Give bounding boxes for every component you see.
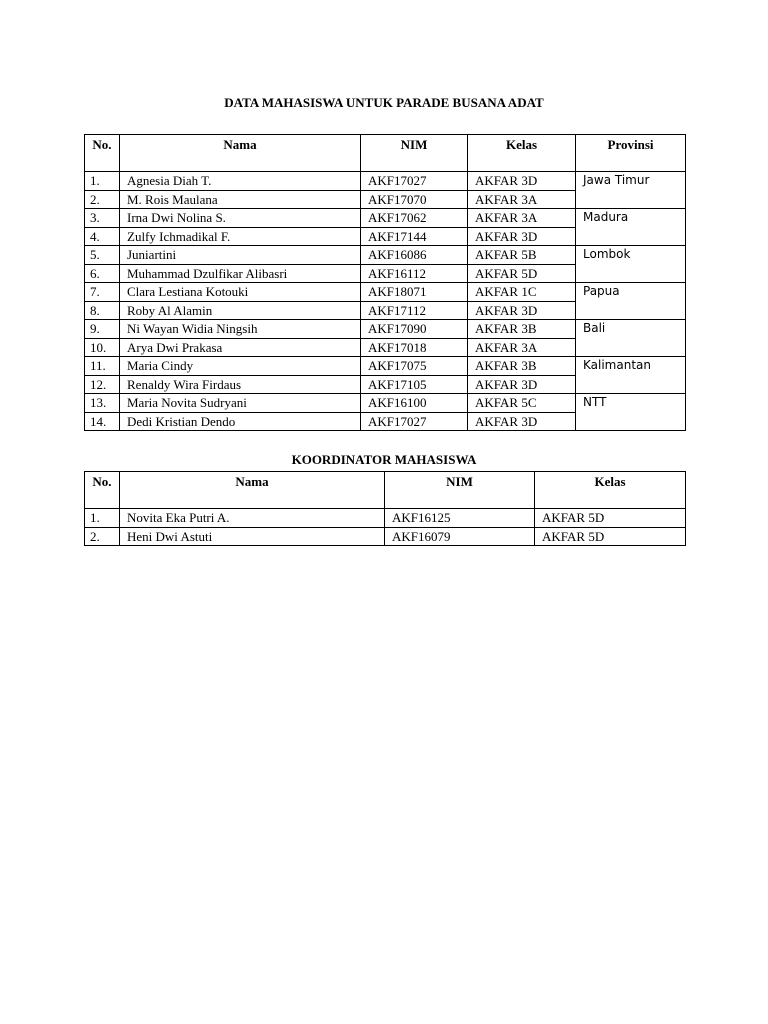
cell-kelas: AKFAR 5B	[468, 246, 576, 265]
cell-nama: Renaldy Wira Firdaus	[120, 375, 361, 394]
coordinator-table	[84, 471, 686, 546]
cell-kelas: AKFAR 3B	[468, 357, 576, 376]
cell-kelas: AKFAR 3D	[468, 227, 576, 246]
cell-no: 14.	[85, 412, 120, 431]
cell-nama: Muhammad Dzulfikar Alibasri	[120, 264, 361, 283]
cell-no: 6.	[85, 264, 120, 283]
cell-nim: AKF17090	[361, 320, 468, 339]
cell-nim: AKF17018	[361, 338, 468, 357]
document-title: DATA MAHASISWA UNTUK PARADE BUSANA ADAT	[224, 95, 544, 110]
cell-nama: Ni Wayan Widia Ningsih	[120, 320, 361, 339]
cell-nama: Dedi Kristian Dendo	[120, 412, 361, 431]
cell-kelas: AKFAR 5D	[468, 264, 576, 283]
cell-kelas: AKFAR 5D	[535, 509, 686, 528]
cell-no: 2.	[85, 190, 120, 209]
cell-nim: AKF16086	[361, 246, 468, 265]
cell-kelas: AKFAR 3A	[468, 190, 576, 209]
cell-nama: M. Rois Maulana	[120, 190, 361, 209]
cell-kelas: AKFAR 3B	[468, 320, 576, 339]
cell-nama: Arya Dwi Prakasa	[120, 338, 361, 357]
coordinator-title: KOORDINATOR MAHASISWA	[291, 452, 477, 467]
cell-provinsi: Bali	[576, 320, 686, 357]
cell-nim: AKF17027	[361, 412, 468, 431]
cell-nama: Juniartini	[120, 246, 361, 265]
cell-nama: Irna Dwi Nolina S.	[120, 209, 361, 228]
student-table	[84, 134, 686, 431]
cell-nim: AKF17075	[361, 357, 468, 376]
cell-nim: AKF16079	[385, 527, 535, 546]
table-header-row	[85, 135, 686, 172]
cell-kelas: AKFAR 3A	[468, 209, 576, 228]
cell-provinsi: Jawa Timur	[576, 172, 686, 209]
cell-provinsi: Papua	[576, 283, 686, 320]
table-row	[85, 283, 686, 302]
cell-nama: Roby Al Alamin	[120, 301, 361, 320]
table-row	[85, 527, 686, 546]
cell-nama: Maria Novita Sudryani	[120, 394, 361, 413]
cell-nim: AKF17112	[361, 301, 468, 320]
cell-nama: Clara Lestiana Kotouki	[120, 283, 361, 302]
cell-nama: Heni Dwi Astuti	[120, 527, 385, 546]
cell-kelas: AKFAR 1C	[468, 283, 576, 302]
table-row	[85, 246, 686, 265]
cell-nim: AKF16112	[361, 264, 468, 283]
cell-provinsi: Lombok	[576, 246, 686, 283]
cell-provinsi: Kalimantan	[576, 357, 686, 394]
cell-nim: AKF16100	[361, 394, 468, 413]
cell-no: 10.	[85, 338, 120, 357]
cell-kelas: AKFAR 5C	[468, 394, 576, 413]
table-row	[85, 509, 686, 528]
cell-no: 3.	[85, 209, 120, 228]
cell-provinsi: NTT	[576, 394, 686, 431]
cell-nama: Zulfy Ichmadikal F.	[120, 227, 361, 246]
cell-no: 13.	[85, 394, 120, 413]
header-nim: NIM	[385, 472, 535, 509]
cell-nim: AKF17070	[361, 190, 468, 209]
table-row	[85, 394, 686, 413]
table-row	[85, 172, 686, 191]
cell-no: 1.	[85, 172, 120, 191]
cell-nim: AKF17105	[361, 375, 468, 394]
cell-no: 1.	[85, 509, 120, 528]
cell-no: 8.	[85, 301, 120, 320]
cell-nama: Agnesia Diah T.	[120, 172, 361, 191]
table-row	[85, 320, 686, 339]
header-nama: Nama	[120, 472, 385, 509]
cell-nim: AKF17144	[361, 227, 468, 246]
cell-no: 4.	[85, 227, 120, 246]
cell-no: 2.	[85, 527, 120, 546]
cell-kelas: AKFAR 3D	[468, 172, 576, 191]
cell-nama: Maria Cindy	[120, 357, 361, 376]
cell-provinsi: Madura	[576, 209, 686, 246]
cell-no: 5.	[85, 246, 120, 265]
cell-nim: AKF17027	[361, 172, 468, 191]
cell-no: 9.	[85, 320, 120, 339]
cell-nim: AKF17062	[361, 209, 468, 228]
cell-nama: Novita Eka Putri A.	[120, 509, 385, 528]
cell-nim: AKF16125	[385, 509, 535, 528]
table-header-row	[85, 472, 686, 509]
header-provinsi: Provinsi	[576, 135, 686, 172]
table-row	[85, 209, 686, 228]
cell-no: 11.	[85, 357, 120, 376]
cell-kelas: AKFAR 3D	[468, 412, 576, 431]
header-kelas: Kelas	[535, 472, 686, 509]
cell-kelas: AKFAR 5D	[535, 527, 686, 546]
header-nim: NIM	[361, 135, 468, 172]
table-row	[85, 357, 686, 376]
header-no: No.	[85, 135, 120, 172]
cell-kelas: AKFAR 3A	[468, 338, 576, 357]
cell-no: 7.	[85, 283, 120, 302]
cell-kelas: AKFAR 3D	[468, 301, 576, 320]
cell-kelas: AKFAR 3D	[468, 375, 576, 394]
cell-no: 12.	[85, 375, 120, 394]
header-no: No.	[85, 472, 120, 509]
cell-nim: AKF18071	[361, 283, 468, 302]
header-kelas: Kelas	[468, 135, 576, 172]
header-nama: Nama	[120, 135, 361, 172]
